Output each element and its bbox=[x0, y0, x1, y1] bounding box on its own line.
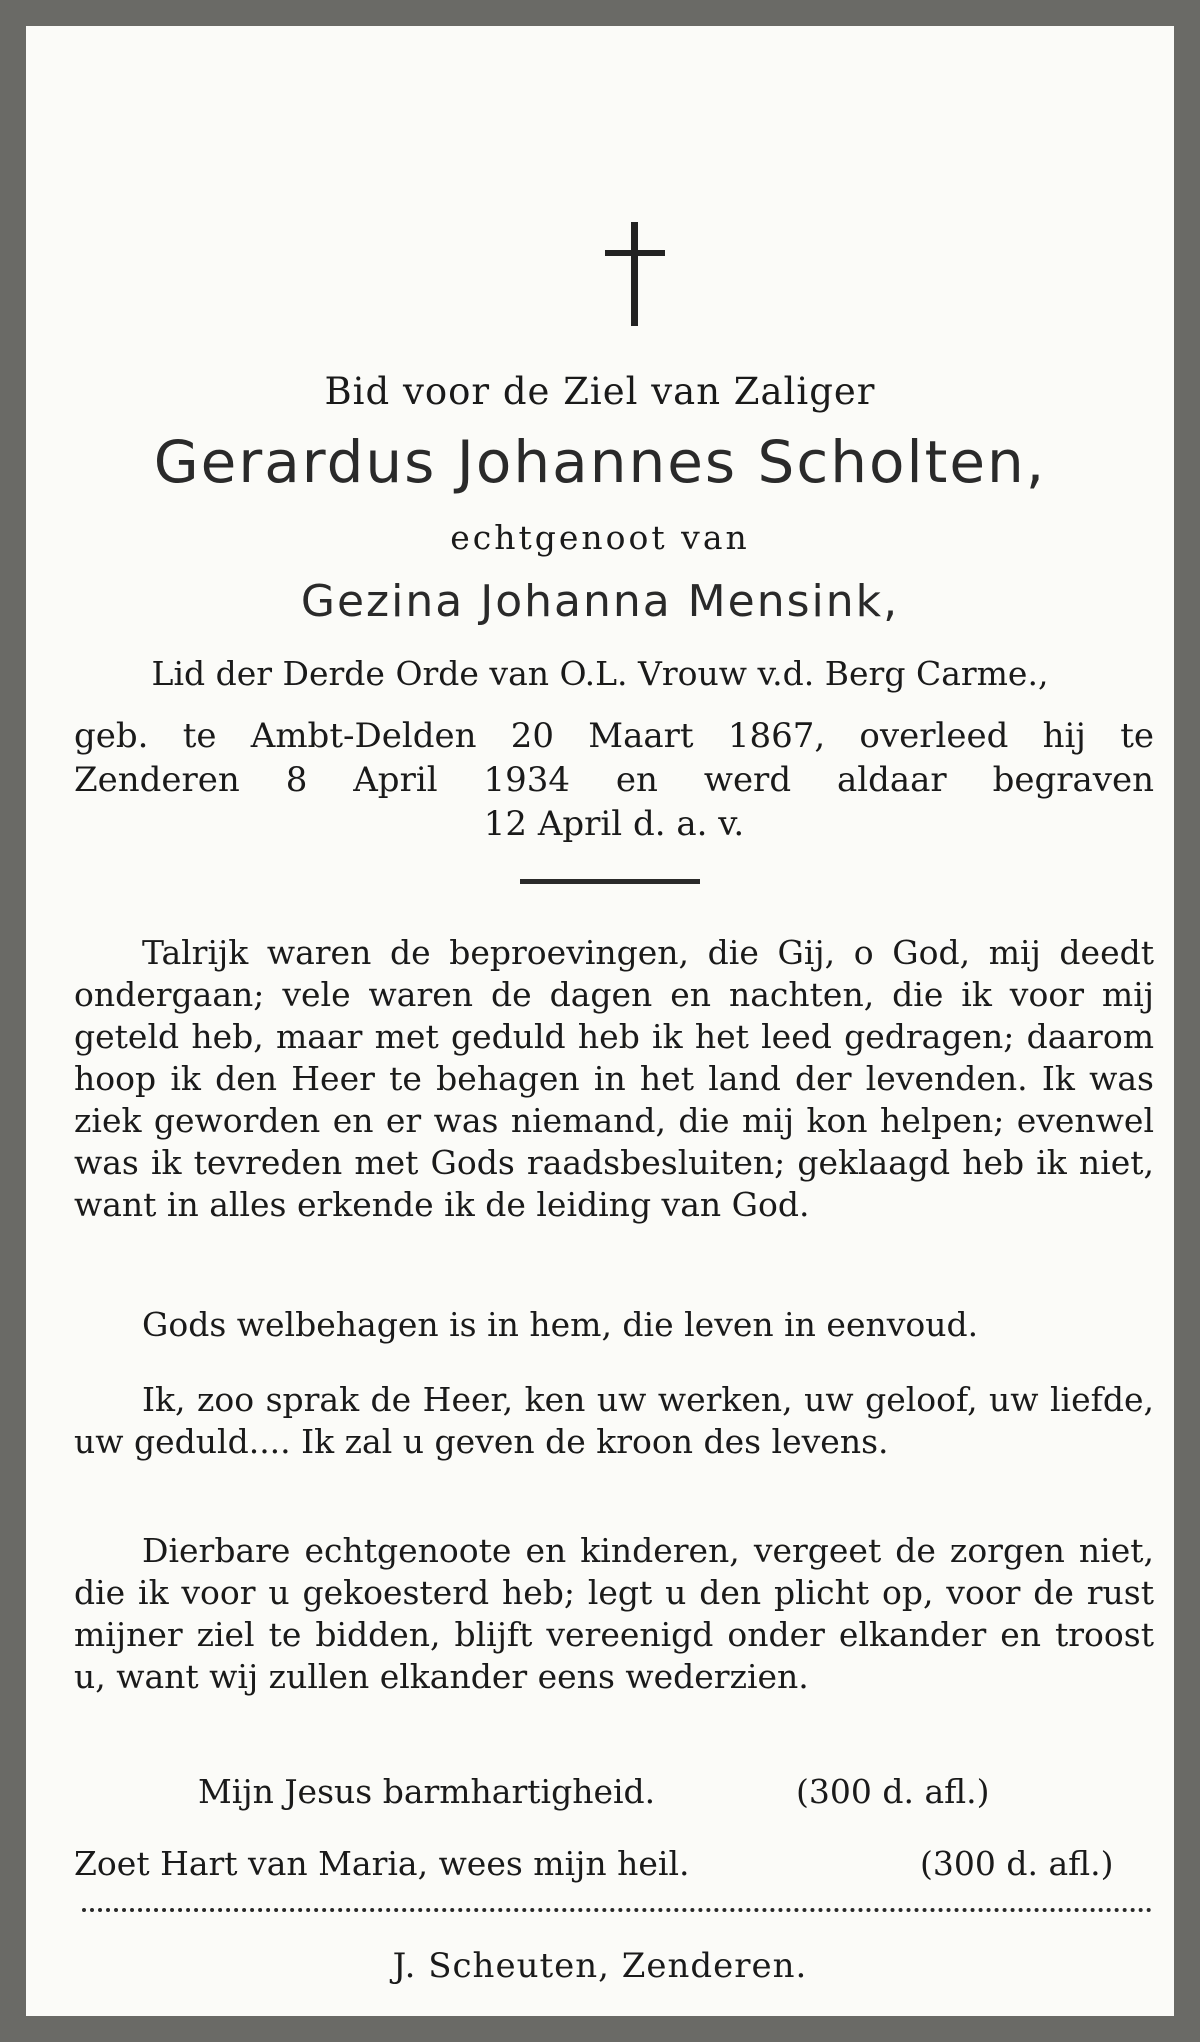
bio-line-1: geb. te Ambt-Delden 20 Maart 1867, overleed hij te bbox=[74, 716, 1154, 756]
membership-line: Lid der Derde Orde van O.L. Vrouw v.d. Berg Carme., bbox=[151, 654, 1049, 693]
bio-line-3: 12 April d. a. v. bbox=[483, 804, 745, 844]
biography bbox=[74, 714, 1154, 846]
paragraph-trials: Talrijk waren de beproevingen, die Gij, o God, mij deedt ondergaan; vele waren de dagen en nachten, die ik voor mij geteld heb, maar met geduld heb ik het leed gedragen; daarom hoop ik den Heer te behagen in het land der levenden. Ik was ziek geworden en er was niemand, die mij kon helpen; evenwel was ik tevreden met Gods raadsbesluiten; geklaagd heb ik niet, want in alles erkende ik de leiding van God. bbox=[74, 933, 1154, 1224]
printer-credit: J. Scheuten, Zenderen. bbox=[392, 1946, 808, 1986]
relation-line: echtgenoot van bbox=[450, 518, 750, 557]
memorial-card bbox=[26, 26, 1174, 2016]
paragraph-crown: Ik, zoo sprak de Heer, ken uw werken, uw geloof, uw liefde, uw geduld.... Ik zal u geven de kroon des levens. bbox=[74, 1380, 1154, 1461]
deceased-name: Gerardus Johannes Scholten, bbox=[153, 428, 1047, 496]
dotted-divider bbox=[82, 1908, 1152, 1912]
bio-line-2: Zenderen 8 April 1934 en werd aldaar begraven bbox=[74, 760, 1154, 800]
prayer-2-indulgence: (300 d. afl.) bbox=[920, 1844, 1114, 1883]
divider bbox=[520, 879, 700, 884]
spouse-name: Gezina Johanna Mensink, bbox=[300, 576, 900, 627]
prayer-2-text: Zoet Hart van Maria, wees mijn heil. bbox=[74, 1844, 690, 1883]
intro-line: Bid voor de Ziel van Zaliger bbox=[324, 370, 876, 413]
cross-icon bbox=[605, 222, 665, 326]
prayer-1-indulgence: (300 d. afl.) bbox=[796, 1772, 990, 1811]
paragraph-family: Dierbare echtgenoote en kinderen, vergeet de zorgen niet, die ik voor u gekoesterd heb; legt u den plicht op, voor de rust mijner ziel te bidden, blijft vereenigd onder elkander en troost u, want wij zullen elkander eens wederzien. bbox=[74, 1531, 1154, 1696]
paragraph-simplicity: Gods welbehagen is in hem, die leven in eenvoud. bbox=[142, 1305, 979, 1344]
prayer-1-text: Mijn Jesus barmhartigheid. bbox=[198, 1772, 656, 1811]
